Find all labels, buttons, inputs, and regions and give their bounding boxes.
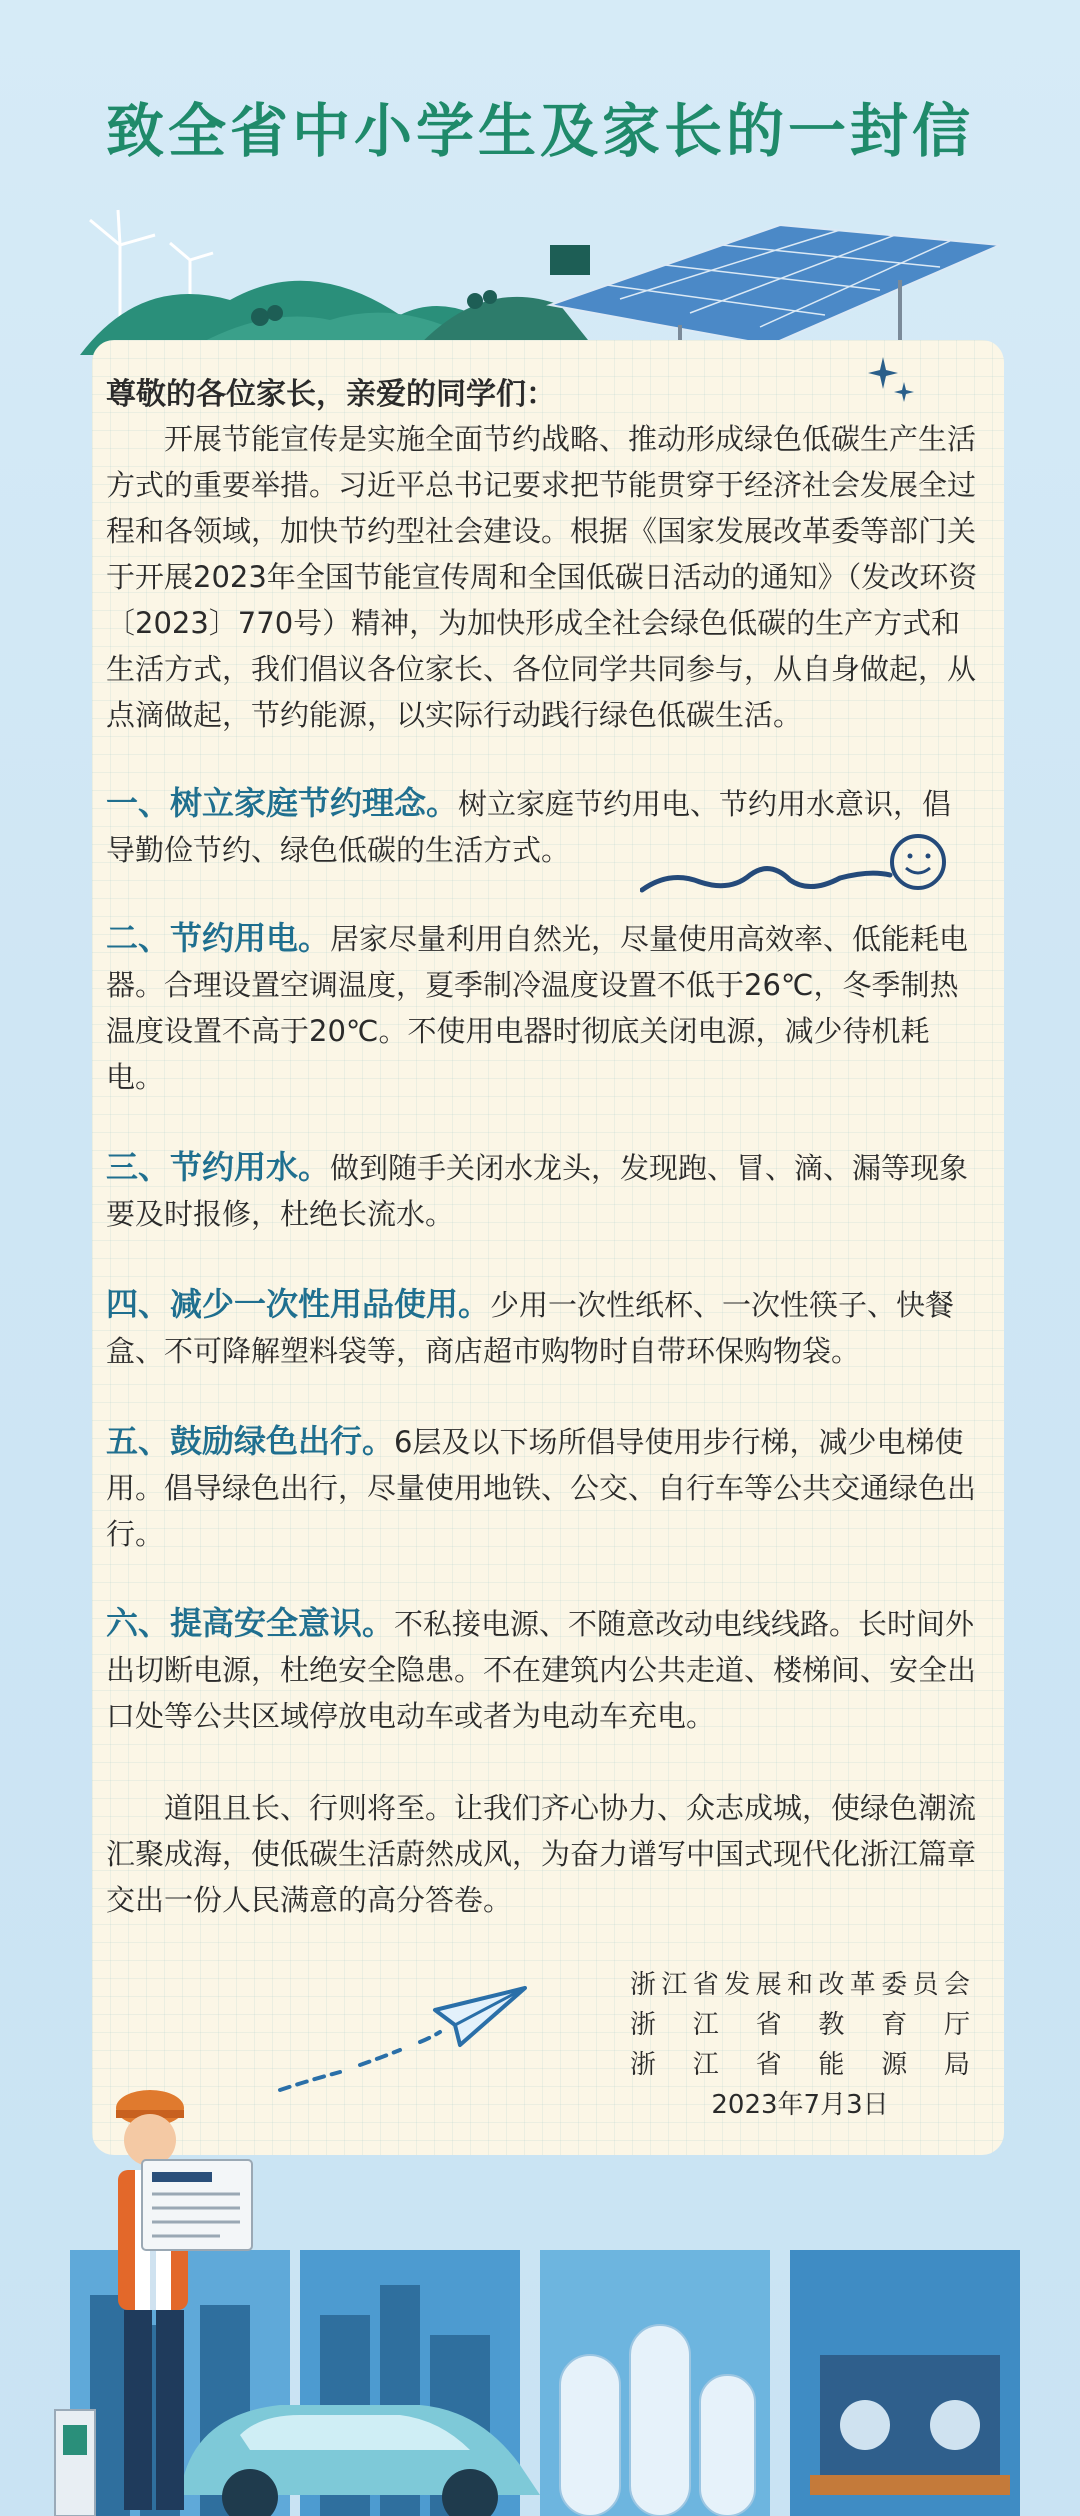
paper-plane-icon: [270, 1980, 530, 2100]
signature-org: 浙江省能源局: [630, 2050, 970, 2080]
greeting: 尊敬的各位家长，亲爱的同学们：: [106, 377, 556, 412]
section-body: 不私接电源、不随意改动电线线路。长时间外出切断电源，杜绝安全隐患。不在建筑内公共走道、楼梯间、安全出口处等公共区域停放电动车或者为电动车充电。: [106, 1607, 977, 1733]
solar-panel-icon: [550, 225, 1000, 345]
charging-station-icon: [55, 2410, 95, 2516]
section-2: [106, 915, 980, 1100]
section-heading: 四、减少一次性用品使用。: [106, 1285, 491, 1323]
hills-solar-illustration: [80, 205, 1000, 355]
section-body: 居家尽量利用自然光，尽量使用高效率、低能耗电器。合理设置空调温度，夏季制冷温度设置不低于26℃，冬季制热温度设置不高于20℃。不使用电器时彻底关闭电源，减少待机耗电。: [106, 922, 969, 1094]
signature-org: 浙江省发展和改革委员会: [630, 1970, 970, 2000]
section-heading: 五、鼓励绿色出行。: [106, 1422, 395, 1460]
signature-org: 浙江省教育厅: [630, 2010, 970, 2040]
closing-paragraph: 道阻且长、行则将至。让我们齐心协力、众志成城，使绿色潮流汇聚成海，使低碳生活蔚然成风，为奋力谱写中国式现代化浙江篇章交出一份人民满意的高分答卷。: [106, 1791, 977, 1917]
section-5: [106, 1418, 980, 1557]
section-body: 做到随手关闭水龙头，发现跑、冒、滴、漏等现象要及时报修，杜绝长流水。: [106, 1151, 969, 1231]
section-heading: 二、节约用电。: [106, 919, 331, 957]
section-heading: 六、提高安全意识。: [106, 1604, 395, 1642]
page-title: 致全省中小学生及家长的一封信: [105, 97, 974, 165]
section-3: [106, 1144, 980, 1237]
squiggle-smiley-icon: [640, 830, 950, 910]
section-body: 树立家庭节约用电、节约用水意识，倡导勤俭节约、绿色低碳的生活方式。: [106, 787, 952, 867]
section-body: 6层及以下场所倡导使用步行梯，减少电梯使用。倡导绿色出行，尽量使用地铁、公交、自行车等公共交通绿色出行。: [106, 1425, 977, 1551]
worker-holding-newspaper-illustration: [90, 2090, 260, 2510]
signature-date: 2023年7月3日: [711, 2090, 889, 2120]
section-body: 少用一次性纸杯、一次性筷子、快餐盒、不可降解塑料袋等，商店超市购物时自带环保购物袋。: [106, 1288, 955, 1368]
section-4: [106, 1281, 980, 1374]
signature-block: [630, 1965, 970, 2125]
machine-icon: [810, 2355, 1010, 2495]
section-heading: 一、树立家庭节约理念。: [106, 784, 459, 822]
intro-paragraph: 开展节能宣传是实施全面节约战略、推动形成绿色低碳生产生活方式的重要举措。习近平总书记要求把节能贯穿于经济社会发展全过程和各领域，加快节约型社会建设。根据《国家发展改革委等部门关于开展2023年全国节能宣传周和全国低碳日活动的通知》（发改环资〔2023〕770号）精神，为加快形成全社会绿色低碳的生产方式和生活方式，我们倡议各位家长、各位同学共同参与，从自身做起，从点滴做起，节约能源，以实际行动践行绿色低碳生活。: [106, 422, 978, 732]
section-heading: 三、节约用水。: [106, 1148, 331, 1186]
section-6: [106, 1600, 980, 1739]
